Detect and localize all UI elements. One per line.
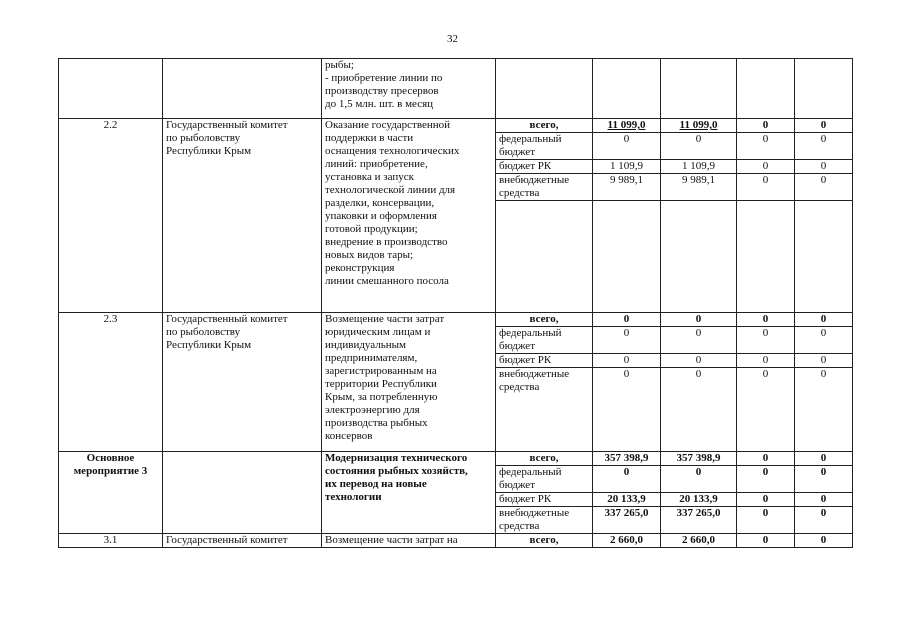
value-cell: 0 <box>737 327 795 354</box>
value-cell: 0 <box>795 368 853 452</box>
executor-cell: Государственный комитет <box>163 534 322 548</box>
table-row <box>59 313 853 327</box>
value-cell: 0 <box>593 368 661 452</box>
value-cell: 0 <box>593 354 661 368</box>
value-cell: 0 <box>737 119 795 133</box>
source-label: федеральный бюджет <box>496 466 593 493</box>
value-cell: 11 099,0 <box>593 119 661 133</box>
value-cell: 0 <box>795 507 853 534</box>
value-cell: 0 <box>795 534 853 548</box>
value-cell: 0 <box>737 133 795 160</box>
table-row <box>59 452 853 466</box>
value-cell: 0 <box>737 160 795 174</box>
source-label: бюджет РК <box>496 354 593 368</box>
row-number: 2.2 <box>59 119 163 313</box>
page-number: 32 <box>447 33 458 45</box>
executor-cell: Государственный комитет по рыболовству Республики Крым <box>163 313 322 452</box>
value-cell: 0 <box>795 327 853 354</box>
value-cell: 0 <box>737 313 795 327</box>
value-cell: 0 <box>795 493 853 507</box>
source-label: бюджет РК <box>496 160 593 174</box>
description-cell: рыбы; - приобретение линии по производству пресервов до 1,5 млн. шт. в месяц <box>322 59 496 119</box>
value-cell: 0 <box>661 133 737 160</box>
description-cell: Возмещение части затрат юридическим лицам и индивидуальным предпринимателям, зарегистрированным на территории Республики Крым, за потребленную электроэнергию для производства рыбных консервов <box>322 313 496 452</box>
value-cell: 11 099,0 <box>661 119 737 133</box>
value-cell: 0 <box>593 133 661 160</box>
value-cell: 0 <box>795 466 853 493</box>
source-label: всего, <box>496 534 593 548</box>
value-cell: 0 <box>795 160 853 174</box>
value-cell: 357 398,9 <box>661 452 737 466</box>
value-cell: 20 133,9 <box>593 493 661 507</box>
value-cell: 0 <box>593 327 661 354</box>
table-row <box>59 534 853 548</box>
value-cell: 1 109,9 <box>593 160 661 174</box>
value-cell: 0 <box>795 174 853 201</box>
source-label: внебюджетные средства <box>496 368 593 452</box>
source-label: бюджет РК <box>496 493 593 507</box>
value-cell: 0 <box>795 133 853 160</box>
value-cell: 0 <box>593 466 661 493</box>
value-cell: 2 660,0 <box>593 534 661 548</box>
value-cell: 0 <box>795 354 853 368</box>
source-label: всего, <box>496 452 593 466</box>
value-cell: 337 265,0 <box>593 507 661 534</box>
value-cell: 9 989,1 <box>661 174 737 201</box>
value-cell: 0 <box>737 452 795 466</box>
source-label: всего, <box>496 119 593 133</box>
value-cell: 0 <box>795 119 853 133</box>
value-cell: 1 109,9 <box>661 160 737 174</box>
value-cell: 0 <box>737 354 795 368</box>
source-label: федеральный бюджет <box>496 327 593 354</box>
value-cell: 20 133,9 <box>661 493 737 507</box>
value-cell: 0 <box>737 507 795 534</box>
source-label: внебюджетные средства <box>496 174 593 201</box>
description-cell: Оказание государственной поддержки в части оснащения технологических линий: приобретение, установка и запуск технологической линии для разделки, консервации, упаковки и оформления готовой продукции; внедрение в производство новых видов тары; реконструкция линии смешанного посола <box>322 119 496 313</box>
description-cell: Модернизация технического состояния рыбных хозяйств, их перевод на новые технологии <box>322 452 496 534</box>
source-label: федеральный бюджет <box>496 133 593 160</box>
value-cell: 357 398,9 <box>593 452 661 466</box>
value-cell: 0 <box>661 466 737 493</box>
value-cell: 0 <box>661 354 737 368</box>
value-cell: 0 <box>593 313 661 327</box>
value-cell: 0 <box>737 493 795 507</box>
table-row <box>59 119 853 133</box>
row-number: 2.3 <box>59 313 163 452</box>
activity-number: Основное мероприятие 3 <box>59 452 163 534</box>
value-cell: 9 989,1 <box>593 174 661 201</box>
value-cell: 0 <box>661 313 737 327</box>
value-cell: 0 <box>737 534 795 548</box>
value-cell: 0 <box>661 368 737 452</box>
row-number: 3.1 <box>59 534 163 548</box>
value-cell: 0 <box>737 174 795 201</box>
executor-cell: Государственный комитет по рыболовству Республики Крым <box>163 119 322 313</box>
table-row <box>59 59 853 119</box>
description-cell: Возмещение части затрат на <box>322 534 496 548</box>
value-cell: 0 <box>661 327 737 354</box>
budget-table <box>58 58 853 548</box>
value-cell: 0 <box>795 313 853 327</box>
value-cell: 0 <box>737 368 795 452</box>
value-cell: 2 660,0 <box>661 534 737 548</box>
source-label: всего, <box>496 313 593 327</box>
value-cell: 0 <box>737 466 795 493</box>
value-cell: 0 <box>795 452 853 466</box>
value-cell: 337 265,0 <box>661 507 737 534</box>
source-label: внебюджетные средства <box>496 507 593 534</box>
